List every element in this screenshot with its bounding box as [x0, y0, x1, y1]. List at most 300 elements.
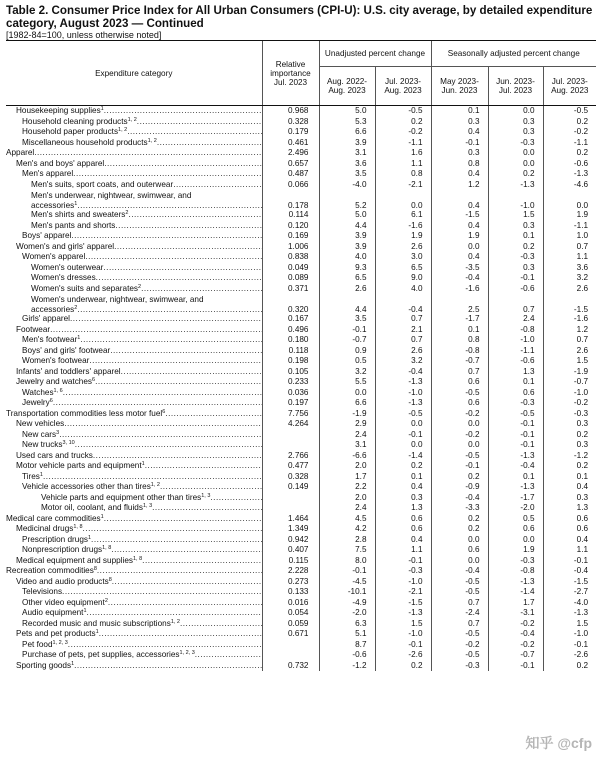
- unadj-jul23-aug23-value: 6.5: [375, 263, 431, 274]
- relative-importance-value: 2.496: [262, 148, 319, 159]
- sa-jun23-jul23-value: -1.0: [488, 190, 543, 210]
- sa-may23-jun23-value: 0.1: [431, 325, 488, 336]
- unadj-jul23-aug23-value: -1.4: [375, 451, 431, 462]
- category-label: Recorded music and music subscriptions: [22, 618, 171, 628]
- unadj-jul23-aug23-value: 0.8: [375, 169, 431, 180]
- category-cell: [6, 377, 262, 388]
- category-cell: [6, 221, 262, 232]
- unadj-jul23-aug23-value: -1.0: [375, 388, 431, 399]
- sa-may23-jun23-value: 0.0: [431, 440, 488, 451]
- leader-dots: [77, 201, 261, 210]
- sa-may23-jun23-value: 0.0: [431, 419, 488, 430]
- unadj-jul23-aug23-value: 6.1: [375, 210, 431, 221]
- sa-may23-jun23-value: -0.5: [431, 629, 488, 640]
- category-label: Men's pants and shorts: [31, 220, 116, 230]
- sa-jun23-jul23-value: -0.1: [488, 430, 543, 441]
- relative-importance-value: 0.320: [262, 294, 319, 314]
- leader-dots: [114, 242, 262, 251]
- leader-dots: [75, 440, 262, 449]
- table-row: [6, 503, 596, 514]
- sa-may23-jun23-value: -1.7: [431, 314, 488, 325]
- unadj-jul23-aug23-value: 0.6: [375, 524, 431, 535]
- relative-importance-value: 0.133: [262, 587, 319, 598]
- unadj-jul23-aug23-value: 2.6: [375, 242, 431, 253]
- sa-jun23-jul23-value: 0.0: [488, 535, 543, 546]
- sa-jul23-aug23-value: 0.4: [543, 535, 596, 546]
- sa-may23-jun23-value: 0.2: [431, 524, 488, 535]
- relative-importance-value: 0.089: [262, 273, 319, 284]
- unadj-jul23-aug23-value: -0.1: [375, 430, 431, 441]
- sa-may23-jun23-value: 0.8: [431, 159, 488, 170]
- relative-importance-value: 0.496: [262, 325, 319, 336]
- leader-dots: [128, 210, 262, 219]
- relative-importance-value: 0.054: [262, 608, 319, 619]
- table-row: [6, 524, 596, 535]
- leader-dots: [34, 148, 262, 157]
- unadj-jul23-aug23-value: 0.4: [375, 535, 431, 546]
- relative-importance-value: 0.105: [262, 367, 319, 378]
- unadj-jul23-aug23-value: 0.3: [375, 493, 431, 504]
- footnote-marker: 6: [92, 377, 96, 383]
- table-row: [6, 545, 596, 556]
- sa-jun23-jul23-value: 1.7: [488, 598, 543, 609]
- category-cell: [6, 117, 262, 128]
- footnote-marker: 1: [39, 471, 43, 478]
- header-sa-jun23-jul23: Jun. 2023- Jul. 2023: [488, 67, 543, 106]
- category-cell: [6, 535, 262, 546]
- relative-importance-value: 0.016: [262, 598, 319, 609]
- footnote-marker: 1, 2: [118, 127, 128, 133]
- leader-dots: [160, 482, 262, 491]
- sa-jun23-jul23-value: 0.0: [488, 106, 543, 117]
- unadj-jul23-aug23-value: -1.3: [375, 608, 431, 619]
- unadj-jul23-aug23-value: 0.2: [375, 461, 431, 472]
- unadj-aug22-aug23-value: 3.9: [319, 231, 375, 242]
- table-row: [6, 598, 596, 609]
- category-label: Video and audio products: [16, 576, 109, 586]
- sa-may23-jun23-value: -0.4: [431, 566, 488, 577]
- leader-dots: [210, 493, 262, 502]
- table-row: [6, 482, 596, 493]
- sa-jul23-aug23-value: 3.6: [543, 263, 596, 274]
- relative-importance-value: 0.178: [262, 190, 319, 210]
- relative-importance-value: 0.273: [262, 577, 319, 588]
- sa-jul23-aug23-value: -0.4: [543, 566, 596, 577]
- unadj-aug22-aug23-value: -4.5: [319, 577, 375, 588]
- leader-dots: [99, 629, 262, 638]
- category-cell: [6, 650, 262, 661]
- sa-may23-jun23-value: 0.3: [431, 148, 488, 159]
- sa-jun23-jul23-value: -0.3: [488, 138, 543, 149]
- sa-may23-jun23-value: -0.4: [431, 273, 488, 284]
- sa-jun23-jul23-value: 0.1: [488, 231, 543, 242]
- category-label: Women's dresses: [31, 273, 96, 282]
- leader-dots: [104, 159, 262, 168]
- unadj-jul23-aug23-value: 0.4: [375, 482, 431, 493]
- sa-jul23-aug23-value: 0.7: [543, 335, 596, 346]
- category-cell: [6, 138, 262, 149]
- category-cell: [6, 430, 262, 441]
- relative-importance-value: 0.049: [262, 263, 319, 274]
- unadj-aug22-aug23-value: 2.8: [319, 535, 375, 546]
- sa-jul23-aug23-value: -2.6: [543, 650, 596, 661]
- sa-jun23-jul23-value: 2.4: [488, 314, 543, 325]
- sa-may23-jun23-value: -0.5: [431, 451, 488, 462]
- sa-may23-jun23-value: 1.9: [431, 231, 488, 242]
- unadj-jul23-aug23-value: 2.6: [375, 346, 431, 357]
- footnote-marker: 1, 3: [142, 503, 153, 509]
- leader-dots: [77, 305, 261, 314]
- sa-jun23-jul23-value: 0.3: [488, 127, 543, 138]
- sa-jun23-jul23-value: -0.1: [488, 661, 543, 672]
- table-row: [6, 294, 596, 314]
- unadj-jul23-aug23-value: 0.6: [375, 514, 431, 525]
- table-row: [6, 325, 596, 336]
- relative-importance-value: 0.942: [262, 535, 319, 546]
- unadj-jul23-aug23-value: -1.3: [375, 398, 431, 409]
- unadj-aug22-aug23-value: 5.1: [319, 629, 375, 640]
- sa-jul23-aug23-value: -1.1: [543, 138, 596, 149]
- sa-jul23-aug23-value: -0.2: [543, 398, 596, 409]
- category-cell: [6, 556, 262, 567]
- category-label: Men's underwear, nightwear, swimwear, and accessories: [31, 191, 192, 210]
- category-cell: [6, 335, 262, 346]
- unadj-aug22-aug23-value: 5.0: [319, 210, 375, 221]
- sa-jun23-jul23-value: -1.1: [488, 346, 543, 357]
- leader-dots: [112, 577, 262, 586]
- relative-importance-value: 0.487: [262, 169, 319, 180]
- leader-dots: [73, 169, 262, 178]
- leader-dots: [80, 335, 262, 344]
- header-sa-jul23-aug23: Jul. 2023- Aug. 2023: [543, 67, 596, 106]
- footnote-marker: 1: [100, 106, 104, 112]
- unadj-aug22-aug23-value: 0.5: [319, 356, 375, 367]
- sa-may23-jun23-value: 0.4: [431, 252, 488, 263]
- table-row: [6, 629, 596, 640]
- table-title: Table 2. Consumer Price Index for All Urban Consumers (CPI-U): U.S. city average, by detailed expenditure category, August 2023 — Continued: [6, 4, 593, 30]
- relative-importance-value: 0.407: [262, 545, 319, 556]
- leader-dots: [68, 640, 262, 649]
- category-cell: [6, 577, 262, 588]
- leader-dots: [64, 419, 262, 428]
- sa-jul23-aug23-value: 0.2: [543, 461, 596, 472]
- leader-dots: [70, 314, 262, 323]
- sa-jul23-aug23-value: -0.1: [543, 640, 596, 651]
- sa-jun23-jul23-value: -1.0: [488, 335, 543, 346]
- unadj-aug22-aug23-value: 3.1: [319, 440, 375, 451]
- sa-jun23-jul23-value: -0.6: [488, 356, 543, 367]
- relative-importance-value: 1.464: [262, 514, 319, 525]
- table-row: [6, 242, 596, 253]
- table-row: [6, 461, 596, 472]
- leader-dots: [195, 650, 262, 659]
- relative-importance-value: 7.756: [262, 409, 319, 420]
- category-cell: [6, 210, 262, 221]
- footnote-marker: 2: [74, 304, 78, 311]
- unadj-jul23-aug23-value: 0.7: [375, 335, 431, 346]
- category-label: Recreation commodities: [6, 566, 94, 575]
- sa-jun23-jul23-value: 0.6: [488, 524, 543, 535]
- sa-may23-jun23-value: 0.6: [431, 398, 488, 409]
- category-label: Medicinal drugs: [16, 524, 74, 533]
- unadj-jul23-aug23-value: -0.5: [375, 106, 431, 117]
- leader-dots: [89, 356, 262, 365]
- category-label: New vehicles: [16, 419, 65, 428]
- leader-dots: [95, 377, 262, 386]
- footnote-marker: 2: [138, 283, 142, 290]
- sa-jun23-jul23-value: -0.1: [488, 419, 543, 430]
- unadj-aug22-aug23-value: 3.9: [319, 242, 375, 253]
- relative-importance-value: 0.732: [262, 661, 319, 672]
- relative-importance-value: 0.180: [262, 335, 319, 346]
- unadj-aug22-aug23-value: 5.2: [319, 190, 375, 210]
- table-row: [6, 367, 596, 378]
- unadj-jul23-aug23-value: 0.0: [375, 440, 431, 451]
- relative-importance-value: [262, 493, 319, 504]
- sa-jun23-jul23-value: 0.0: [488, 159, 543, 170]
- category-label: Tires: [22, 471, 40, 481]
- footnote-marker: 1, 3: [201, 492, 211, 499]
- category-label: Prescription drugs: [22, 534, 88, 544]
- sa-jun23-jul23-value: -0.8: [488, 566, 543, 577]
- table-subtitle: [1982-84=100, unless otherwise noted]: [6, 30, 162, 40]
- category-cell: [6, 346, 262, 357]
- unadj-aug22-aug23-value: 2.4: [319, 503, 375, 514]
- unadj-aug22-aug23-value: 8.7: [319, 640, 375, 651]
- sa-may23-jun23-value: 0.4: [431, 190, 488, 210]
- header-sa-may23-jun23: May 2023- Jun. 2023: [431, 67, 488, 106]
- relative-importance-value: 0.149: [262, 482, 319, 493]
- sa-may23-jun23-value: -0.5: [431, 388, 488, 399]
- table-row: [6, 587, 596, 598]
- relative-importance-value: 0.115: [262, 556, 319, 567]
- relative-importance-value: 4.264: [262, 419, 319, 430]
- category-label: Men's suits, sport coats, and outerwear: [31, 179, 174, 189]
- category-label: Women's apparel: [22, 252, 86, 261]
- footnote-marker: 3: [56, 429, 60, 436]
- leader-dots: [63, 388, 262, 397]
- sa-jul23-aug23-value: -1.2: [543, 451, 596, 462]
- category-cell: [6, 619, 262, 630]
- footnote-marker: 6: [162, 408, 166, 415]
- relative-importance-value: 0.066: [262, 180, 319, 191]
- unadj-aug22-aug23-value: 6.6: [319, 398, 375, 409]
- category-cell: [6, 263, 262, 274]
- table-row: [6, 472, 596, 483]
- relative-importance-value: 0.477: [262, 461, 319, 472]
- unadj-aug22-aug23-value: 5.5: [319, 377, 375, 388]
- sa-may23-jun23-value: -0.5: [431, 577, 488, 588]
- relative-importance-value: 0.328: [262, 472, 319, 483]
- category-label: Boys' and girls' footwear: [22, 345, 111, 355]
- category-label: Girls' apparel: [22, 314, 70, 323]
- unadj-aug22-aug23-value: 5.0: [319, 106, 375, 117]
- category-label: Men's apparel: [22, 169, 74, 178]
- category-label: Used cars and trucks: [16, 450, 93, 460]
- unadj-aug22-aug23-value: 2.4: [319, 430, 375, 441]
- category-cell: [6, 629, 262, 640]
- category-cell: [6, 514, 262, 525]
- table-row: [6, 493, 596, 504]
- category-cell: [6, 367, 262, 378]
- sa-jul23-aug23-value: 0.1: [543, 472, 596, 483]
- sa-jun23-jul23-value: 0.5: [488, 514, 543, 525]
- unadj-aug22-aug23-value: 3.5: [319, 314, 375, 325]
- unadj-aug22-aug23-value: 9.3: [319, 263, 375, 274]
- unadj-jul23-aug23-value: -2.6: [375, 650, 431, 661]
- relative-importance-value: 0.179: [262, 127, 319, 138]
- footnote-marker: 1, 2, 3: [52, 639, 68, 646]
- leader-dots: [127, 127, 262, 136]
- category-cell: [6, 106, 262, 117]
- sa-jul23-aug23-value: -1.0: [543, 388, 596, 399]
- footnote-marker: 3, 10: [62, 440, 75, 446]
- table-row: [6, 388, 596, 399]
- header-seasonally-adjusted: Seasonally adjusted percent change: [431, 41, 596, 67]
- sa-jul23-aug23-value: -1.1: [543, 221, 596, 232]
- relative-importance-value: 0.120: [262, 221, 319, 232]
- table-row: [6, 650, 596, 661]
- sa-may23-jun23-value: -1.5: [431, 210, 488, 221]
- sa-jul23-aug23-value: 0.6: [543, 524, 596, 535]
- category-cell: [6, 503, 262, 514]
- leader-dots: [43, 472, 262, 481]
- sa-jul23-aug23-value: -1.5: [543, 577, 596, 588]
- sa-jun23-jul23-value: 0.1: [488, 377, 543, 388]
- leader-dots: [110, 346, 262, 355]
- sa-jul23-aug23-value: 1.5: [543, 619, 596, 630]
- category-cell: [6, 409, 262, 420]
- unadj-aug22-aug23-value: -1.2: [319, 661, 375, 672]
- relative-importance-value: 1.006: [262, 242, 319, 253]
- footnote-marker: 6: [49, 398, 53, 404]
- unadj-aug22-aug23-value: 1.7: [319, 472, 375, 483]
- table-row: [6, 398, 596, 409]
- unadj-aug22-aug23-value: -0.7: [319, 335, 375, 346]
- leader-dots: [157, 138, 262, 147]
- table-row: [6, 263, 596, 274]
- leader-dots: [103, 263, 262, 272]
- sa-may23-jun23-value: -0.5: [431, 587, 488, 598]
- category-label: Women's outerwear: [31, 262, 104, 272]
- category-label: Vehicle accessories other than tires: [22, 482, 151, 491]
- category-cell: [6, 127, 262, 138]
- sa-jun23-jul23-value: 0.0: [488, 148, 543, 159]
- sa-jul23-aug23-value: 0.2: [543, 430, 596, 441]
- category-cell: [6, 294, 262, 314]
- unadj-aug22-aug23-value: -6.6: [319, 451, 375, 462]
- sa-jul23-aug23-value: 1.0: [543, 231, 596, 242]
- sa-jul23-aug23-value: 2.6: [543, 284, 596, 295]
- category-label: Jewelry: [22, 398, 50, 407]
- sa-may23-jun23-value: 0.3: [431, 117, 488, 128]
- category-cell: [6, 472, 262, 483]
- sa-jun23-jul23-value: -0.3: [488, 252, 543, 263]
- footnote-marker: 1, 2: [170, 618, 180, 625]
- sa-may23-jun23-value: -0.5: [431, 650, 488, 661]
- sa-may23-jun23-value: 0.1: [431, 106, 488, 117]
- unadj-jul23-aug23-value: -1.3: [375, 377, 431, 388]
- table-row: [6, 210, 596, 221]
- category-label: Infants' and toddlers' apparel: [16, 366, 121, 376]
- leader-dots: [62, 587, 262, 596]
- sa-may23-jun23-value: 0.0: [431, 535, 488, 546]
- table-row: [6, 419, 596, 430]
- sa-jun23-jul23-value: -0.2: [488, 619, 543, 630]
- footnote-marker: 1: [74, 200, 78, 207]
- table-row: [6, 127, 596, 138]
- leader-dots: [59, 430, 262, 439]
- category-label: Sporting goods: [16, 660, 72, 670]
- category-cell: [6, 169, 262, 180]
- category-label: Women's footwear: [22, 356, 90, 365]
- sa-may23-jun23-value: -2.4: [431, 608, 488, 619]
- relative-importance-value: [262, 440, 319, 451]
- sa-jul23-aug23-value: 0.2: [543, 661, 596, 672]
- unadj-jul23-aug23-value: -1.6: [375, 221, 431, 232]
- sa-jul23-aug23-value: 0.3: [543, 493, 596, 504]
- leader-dots: [145, 461, 262, 470]
- unadj-jul23-aug23-value: 1.5: [375, 619, 431, 630]
- table-row: [6, 608, 596, 619]
- sa-may23-jun23-value: -0.2: [431, 640, 488, 651]
- category-cell: [6, 356, 262, 367]
- relative-importance-value: 0.197: [262, 398, 319, 409]
- category-label: Motor vehicle parts and equipment: [16, 461, 142, 470]
- relative-importance-value: 0.671: [262, 629, 319, 640]
- sa-jul23-aug23-value: -0.1: [543, 556, 596, 567]
- table-row: [6, 577, 596, 588]
- category-label: Footwear: [16, 324, 51, 334]
- category-label: Transportation commodities less motor fuel: [6, 408, 163, 418]
- category-label: Medical equipment and supplies: [16, 555, 133, 565]
- leader-dots: [121, 367, 262, 376]
- category-cell: [6, 440, 262, 451]
- sa-may23-jun23-value: -0.4: [431, 493, 488, 504]
- footnote-marker: 1, 2: [150, 482, 160, 488]
- footnote-marker: 8: [108, 576, 112, 583]
- category-label: Men's footwear: [22, 335, 78, 344]
- unadj-jul23-aug23-value: 0.0: [375, 419, 431, 430]
- sa-jul23-aug23-value: 0.0: [543, 190, 596, 210]
- unadj-aug22-aug23-value: 3.5: [319, 169, 375, 180]
- relative-importance-value: 2.766: [262, 451, 319, 462]
- unadj-aug22-aug23-value: 4.4: [319, 294, 375, 314]
- sa-may23-jun23-value: 1.2: [431, 180, 488, 191]
- sa-jul23-aug23-value: 2.6: [543, 346, 596, 357]
- unadj-aug22-aug23-value: -0.1: [319, 325, 375, 336]
- category-cell: [6, 461, 262, 472]
- unadj-jul23-aug23-value: 1.3: [375, 503, 431, 514]
- leader-dots: [97, 566, 262, 575]
- category-label: New trucks: [22, 440, 63, 449]
- sa-jun23-jul23-value: -0.4: [488, 461, 543, 472]
- table-row: [6, 252, 596, 263]
- sa-jul23-aug23-value: 0.6: [543, 514, 596, 525]
- relative-importance-value: [262, 503, 319, 514]
- sa-jul23-aug23-value: -4.0: [543, 598, 596, 609]
- category-label: Vehicle parts and equipment other than tires: [41, 492, 202, 502]
- category-label: Household paper products: [22, 127, 119, 136]
- category-cell: [6, 325, 262, 336]
- sa-jun23-jul23-value: -1.4: [488, 587, 543, 598]
- unadj-jul23-aug23-value: -0.2: [375, 127, 431, 138]
- table-row: [6, 346, 596, 357]
- relative-importance-value: [262, 640, 319, 651]
- leader-dots: [142, 556, 262, 565]
- header-unadj-jul23-aug23: Jul. 2023- Aug. 2023: [375, 67, 431, 106]
- sa-jul23-aug23-value: -0.2: [543, 127, 596, 138]
